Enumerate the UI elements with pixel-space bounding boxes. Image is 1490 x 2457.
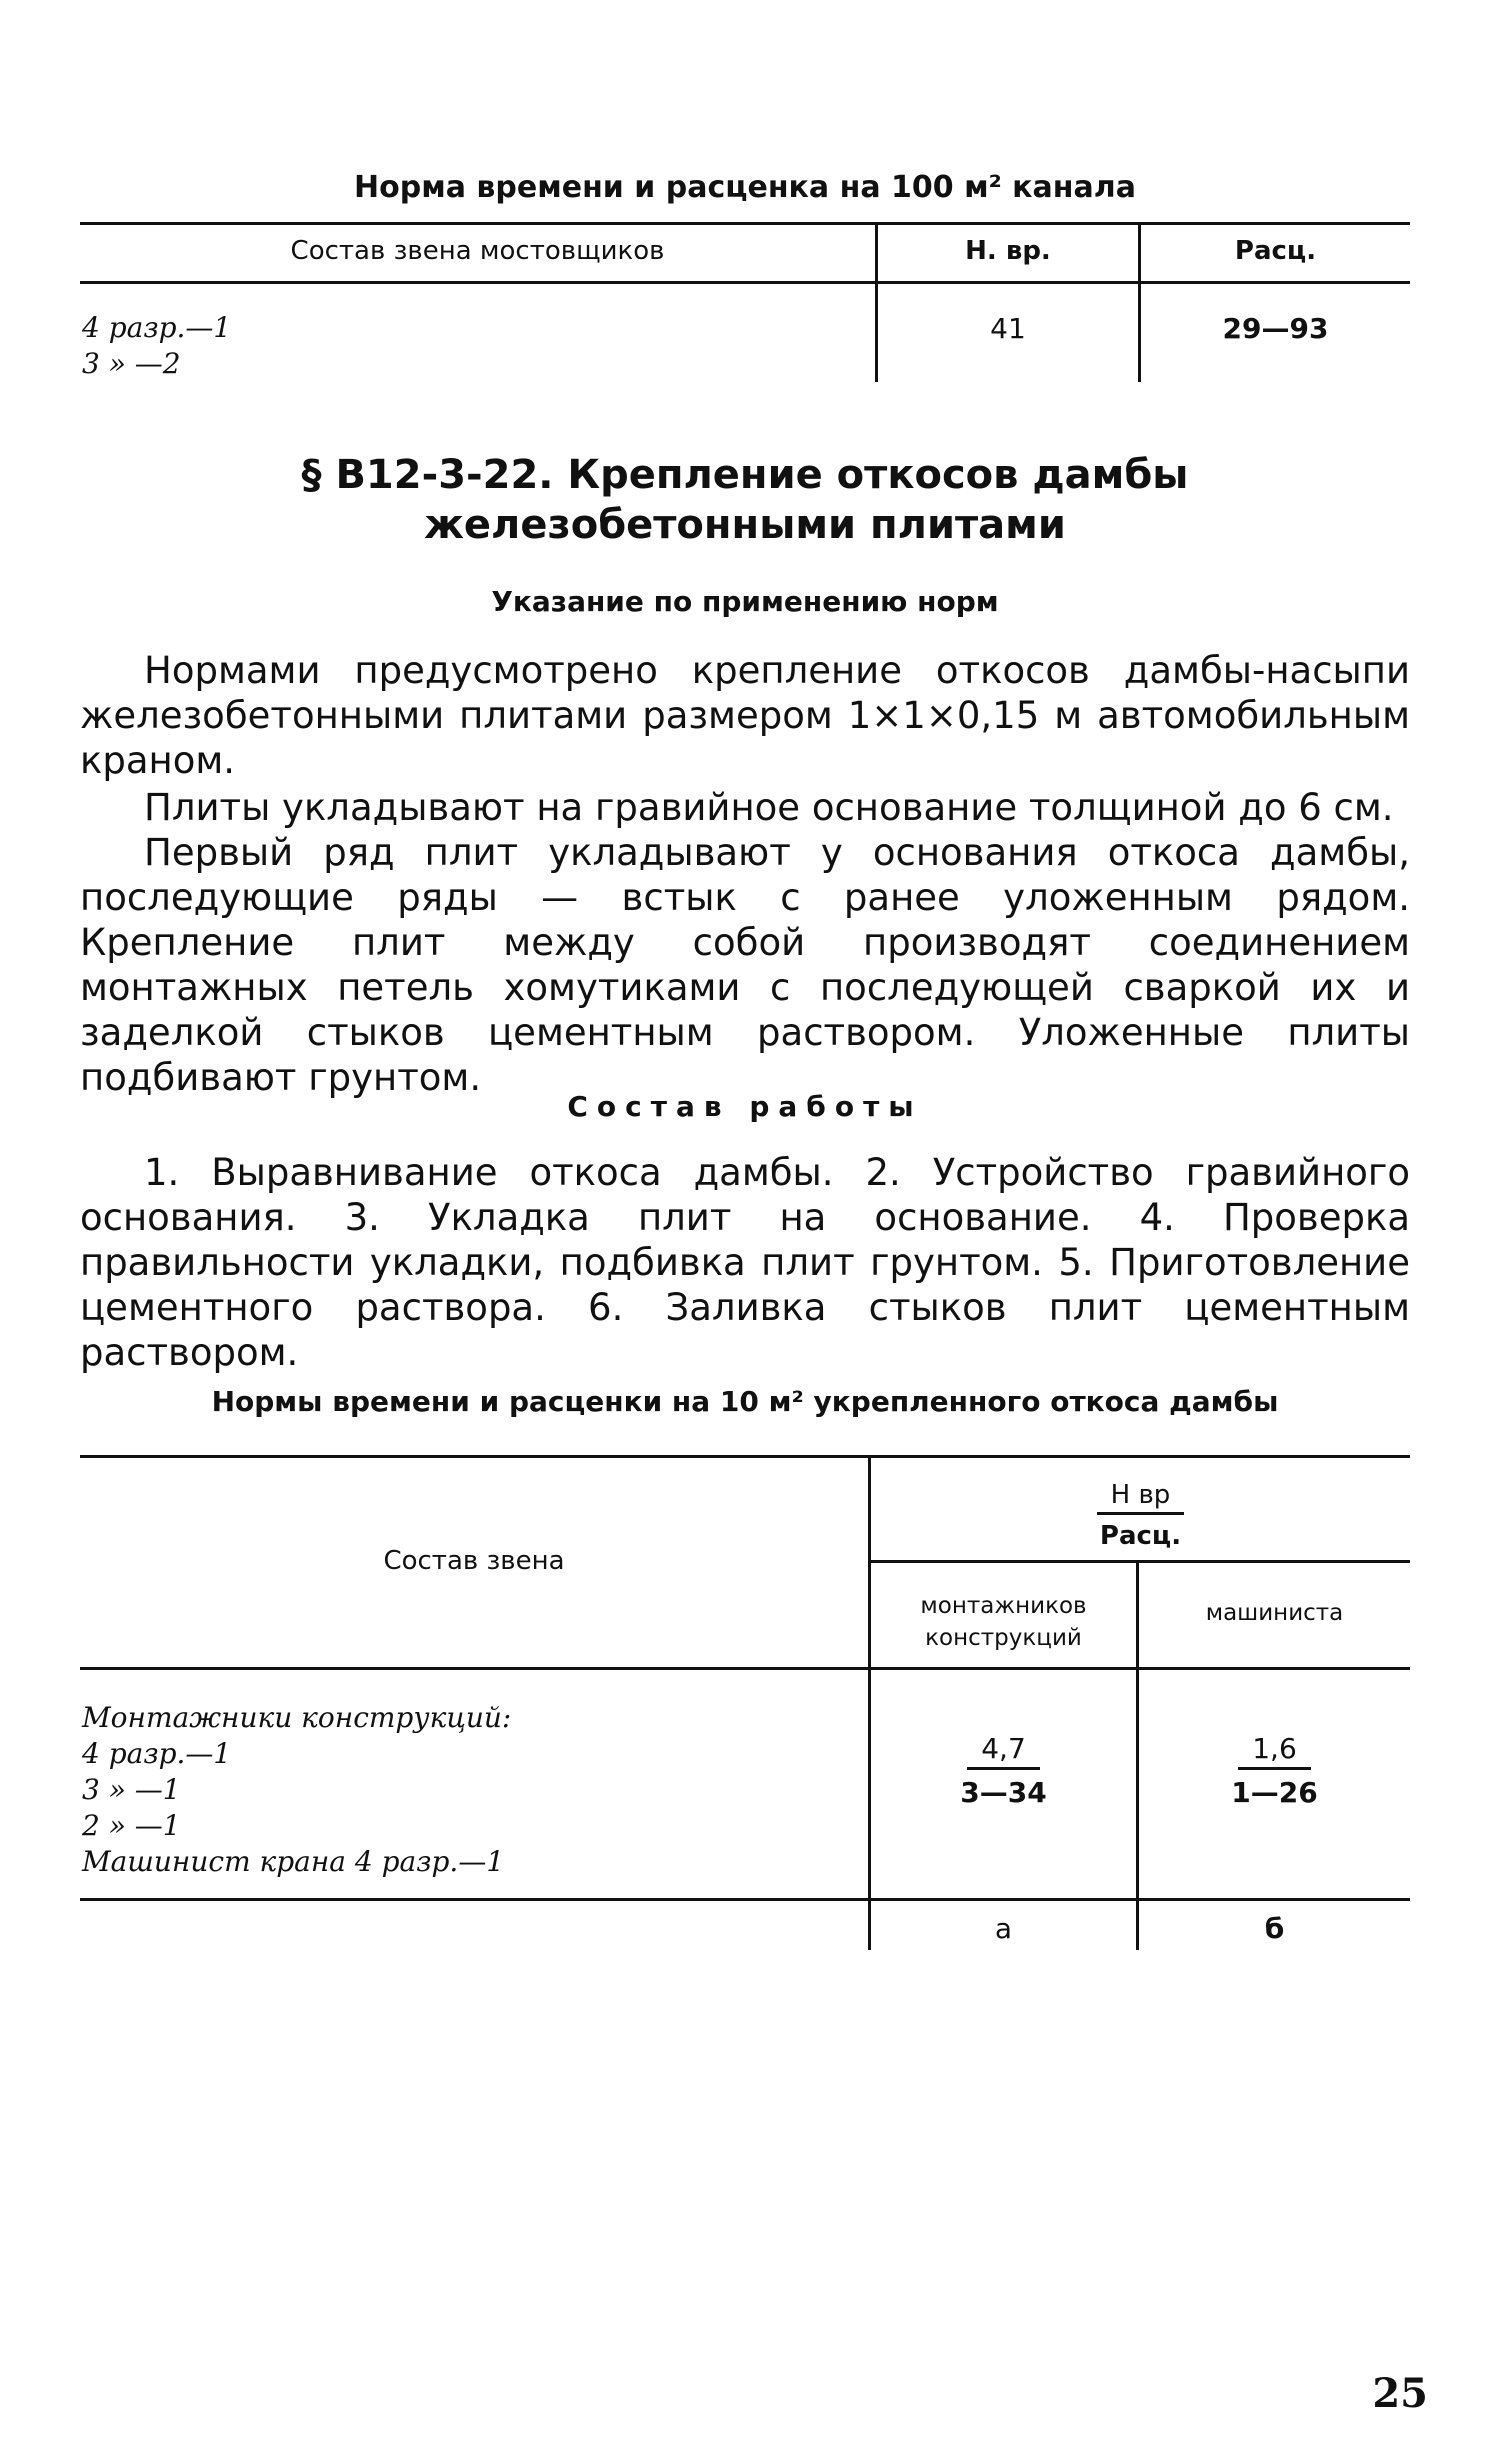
table2-top-rule — [80, 1455, 1410, 1458]
table2-group-header-top: Н вр — [1097, 1480, 1185, 1515]
section-subtitle: Указание по применению норм — [491, 585, 999, 618]
table2-installers-nvr: 4,7 — [967, 1732, 1040, 1770]
table2-header-operator: машиниста — [1205, 1600, 1344, 1626]
table2-header-installers-line2: конструкций — [925, 1625, 1082, 1651]
work-heading: Состав работы — [567, 1090, 923, 1123]
table2-column-letter-b: б — [1264, 1912, 1285, 1945]
table2-header-installers-line1: монтажников — [920, 1593, 1087, 1619]
paragraph-3: Первый ряд плит укладывают у основания откоса дамбы, последующие ряды — встык с ранее уложенным рядом. Крепление плит между собой производят соединением монтажных петель хомутиками с последующей сваркой их и заделкой стыков цементным раствором. Уложенные плиты подбивают грунтом. — [80, 831, 1410, 1099]
table1-divider-2 — [1138, 222, 1141, 382]
table2-group-header-bottom: Расц. — [1099, 1521, 1182, 1551]
work-paragraph: 1. Выравнивание откоса дамбы. 2. Устройство гравийного основания. 3. Укладка плит на основание. 4. Проверка правильности укладки, подбивка плит грунтом. 5. Приготовление цементного раствора. 6. Заливка стыков плит цементным раствором. — [80, 1151, 1410, 1374]
table1-header-nvr: Н. вр. — [965, 236, 1051, 266]
section-title-line1: § В12-3-22. Крепление откосов дамбы — [301, 452, 1189, 498]
table1-header-crew: Состав звена мостовщиков — [290, 236, 665, 266]
table2-group-rule — [868, 1560, 1410, 1563]
table2-operator-nvr: 1,6 — [1238, 1732, 1311, 1770]
table2-installers-rasc: 3—34 — [960, 1776, 1047, 1809]
table2-caption: Нормы времени и расценки на 10 м² укрепленного откоса дамбы — [211, 1385, 1279, 1418]
table2-crew-row: 3 » —1 — [82, 1773, 181, 1806]
table2-crew-cell — [82, 1700, 511, 1880]
table2-crew-row: Монтажники конструкций: — [82, 1701, 512, 1734]
table2-crew-row: 2 » —1 — [82, 1809, 181, 1842]
table1-crew-row: 3 » —2 — [82, 347, 181, 380]
table2-bottom-rule — [80, 1898, 1410, 1901]
table2-crew-row: Машинист крана 4 разр.—1 — [82, 1845, 505, 1878]
table2-operator-rasc: 1—26 — [1231, 1776, 1318, 1809]
table2-operator-value — [1139, 1732, 1410, 1809]
table2-header-crew: Состав звена — [383, 1546, 565, 1576]
table2-column-letter-a: а — [994, 1912, 1013, 1945]
table1-nvr-value: 41 — [990, 312, 1026, 345]
table1-top-rule — [80, 222, 1410, 225]
table2-group-header — [871, 1480, 1410, 1551]
table1-rasc-value: 29—93 — [1222, 312, 1329, 345]
table1-header-rule — [80, 281, 1410, 284]
table1-caption: Норма времени и расценка на 100 м² канала — [354, 170, 1136, 205]
paragraph-2: Плиты укладывают на гравийное основание толщиной до 6 см. — [144, 786, 1394, 829]
table1-header-rasc: Расц. — [1234, 236, 1317, 266]
table1-crew-cell — [82, 310, 231, 382]
table2-installers-value — [871, 1732, 1136, 1809]
section-title-line2: железобетонными плитами — [424, 502, 1066, 548]
page-number: 25 — [1372, 2370, 1428, 2417]
table2-header-installers — [871, 1590, 1136, 1654]
table2-crew-row: 4 разр.—1 — [82, 1737, 232, 1770]
table1-divider-1 — [875, 222, 878, 382]
paragraph-1: Нормами предусмотрено крепление откосов дамбы-насыпи железобетонными плитами размером 1×1×0,15 м автомобильным краном. — [80, 649, 1410, 782]
table1-crew-row: 4 разр.—1 — [82, 311, 232, 344]
table2-header-rule — [80, 1667, 1410, 1670]
